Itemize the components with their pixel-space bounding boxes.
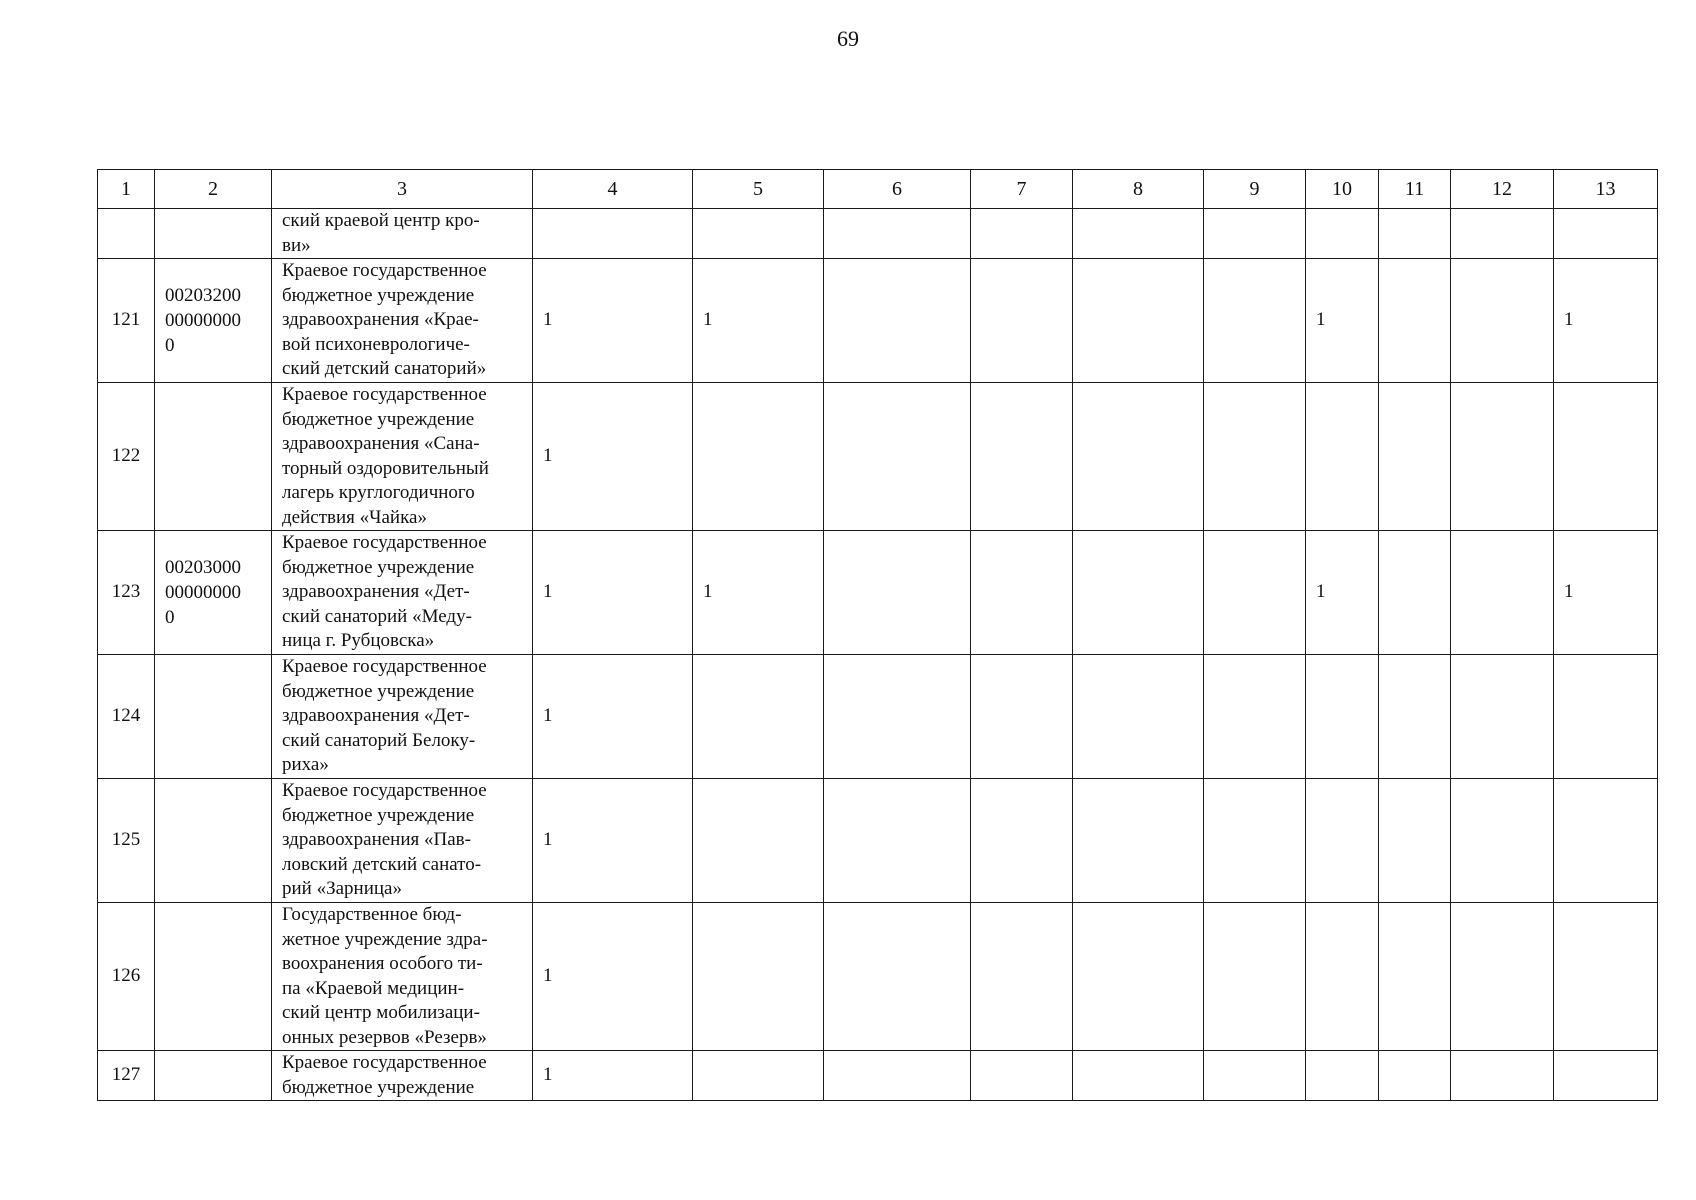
row-value-col-13 [1554, 903, 1658, 1051]
row-value-col-11 [1379, 655, 1451, 779]
row-value-col-8 [1073, 209, 1204, 259]
row-value-col-6 [824, 209, 971, 259]
row-institution-name: Краевое государственное бюджетное учреждение здравоохранения «Сана- торный оздоровительный лагерь круглогодичного действия «Чайка» [272, 383, 533, 531]
row-code [155, 655, 272, 779]
table-row [98, 383, 1658, 531]
row-number [98, 209, 155, 259]
row-value-col-12 [1451, 531, 1554, 655]
registry-table [97, 169, 1658, 1101]
row-value-col-13 [1554, 655, 1658, 779]
row-value-col-7 [971, 209, 1073, 259]
header-cell: 9 [1204, 170, 1306, 209]
row-value-col-7 [971, 1051, 1073, 1101]
table-row [98, 259, 1658, 383]
row-code [155, 209, 272, 259]
row-institution-name: Краевое государственное бюджетное учреждение здравоохранения «Пав- ловский детский санато- рий «Зарница» [272, 779, 533, 903]
table-row [98, 779, 1658, 903]
table-row [98, 531, 1658, 655]
table-row [98, 903, 1658, 1051]
row-value-col-8 [1073, 655, 1204, 779]
row-code [155, 383, 272, 531]
row-number: 122 [98, 383, 155, 531]
row-number: 126 [98, 903, 155, 1051]
header-cell: 5 [693, 170, 824, 209]
row-value-col-10 [1306, 655, 1379, 779]
row-value-col-7 [971, 383, 1073, 531]
row-value-col-8 [1073, 779, 1204, 903]
row-value-col-8 [1073, 531, 1204, 655]
row-value-col-6 [824, 903, 971, 1051]
row-value-col-13 [1554, 1051, 1658, 1101]
row-value-col-11 [1379, 531, 1451, 655]
row-value-col-12 [1451, 1051, 1554, 1101]
row-value-col-13 [1554, 209, 1658, 259]
row-value-col-12 [1451, 903, 1554, 1051]
row-value-col-9 [1204, 259, 1306, 383]
row-value-col-10 [1306, 383, 1379, 531]
header-cell: 13 [1554, 170, 1658, 209]
row-value-col-12 [1451, 383, 1554, 531]
row-institution-name: Краевое государственное бюджетное учреждение [272, 1051, 533, 1101]
table-body [98, 209, 1658, 1101]
row-value-col-12 [1451, 209, 1554, 259]
row-value-col-6 [824, 259, 971, 383]
header-cell: 11 [1379, 170, 1451, 209]
row-value-col-10 [1306, 209, 1379, 259]
row-value-col-8 [1073, 383, 1204, 531]
header-cell: 10 [1306, 170, 1379, 209]
row-value-col-12 [1451, 259, 1554, 383]
header-cell: 8 [1073, 170, 1204, 209]
row-value-col-6 [824, 655, 971, 779]
row-value-col-9 [1204, 383, 1306, 531]
row-value-col-11 [1379, 209, 1451, 259]
row-number: 123 [98, 531, 155, 655]
row-number: 125 [98, 779, 155, 903]
row-institution-name: Краевое государственное бюджетное учреждение здравоохранения «Дет- ский санаторий Белоку- риха» [272, 655, 533, 779]
row-value-col-10 [1306, 903, 1379, 1051]
row-institution-name: Краевое государственное бюджетное учреждение здравоохранения «Крае- вой психоневрологиче- ский детский санаторий» [272, 259, 533, 383]
row-value-col-12 [1451, 779, 1554, 903]
row-value-col-4: 1 [533, 779, 693, 903]
row-value-col-9 [1204, 779, 1306, 903]
row-value-col-9 [1204, 655, 1306, 779]
row-value-col-5 [693, 1051, 824, 1101]
row-code: 00203000 00000000 0 [155, 531, 272, 655]
row-value-col-7 [971, 655, 1073, 779]
row-number: 124 [98, 655, 155, 779]
row-institution-name: Государственное бюд- жетное учреждение здра- воохранения особого ти- па «Краевой медицин- ский центр мобилизаци- онных резервов «Резерв» [272, 903, 533, 1051]
header-cell: 3 [272, 170, 533, 209]
row-value-col-7 [971, 259, 1073, 383]
row-value-col-13: 1 [1554, 531, 1658, 655]
table-row [98, 1051, 1658, 1101]
row-number: 127 [98, 1051, 155, 1101]
header-cell: 6 [824, 170, 971, 209]
row-value-col-5 [693, 655, 824, 779]
row-value-col-7 [971, 779, 1073, 903]
row-value-col-4: 1 [533, 383, 693, 531]
header-cell: 12 [1451, 170, 1554, 209]
row-value-col-5: 1 [693, 259, 824, 383]
row-number: 121 [98, 259, 155, 383]
row-value-col-5: 1 [693, 531, 824, 655]
row-value-col-13: 1 [1554, 259, 1658, 383]
row-institution-name: Краевое государственное бюджетное учреждение здравоохранения «Дет- ский санаторий «Меду- ница г. Рубцовска» [272, 531, 533, 655]
row-value-col-11 [1379, 1051, 1451, 1101]
row-value-col-5 [693, 779, 824, 903]
row-value-col-6 [824, 779, 971, 903]
row-value-col-4: 1 [533, 655, 693, 779]
row-value-col-8 [1073, 903, 1204, 1051]
row-value-col-10: 1 [1306, 531, 1379, 655]
row-value-col-4 [533, 209, 693, 259]
header-row [98, 170, 1658, 209]
header-cell: 7 [971, 170, 1073, 209]
row-value-col-5 [693, 383, 824, 531]
row-code [155, 1051, 272, 1101]
table-row [98, 655, 1658, 779]
row-value-col-4: 1 [533, 531, 693, 655]
header-cell: 2 [155, 170, 272, 209]
header-cell: 4 [533, 170, 693, 209]
row-value-col-5 [693, 209, 824, 259]
row-value-col-10 [1306, 1051, 1379, 1101]
row-value-col-9 [1204, 903, 1306, 1051]
page-number: 69 [837, 26, 859, 51]
row-value-col-11 [1379, 259, 1451, 383]
row-value-col-6 [824, 531, 971, 655]
row-value-col-7 [971, 903, 1073, 1051]
row-code [155, 779, 272, 903]
row-code [155, 903, 272, 1051]
row-value-col-7 [971, 531, 1073, 655]
row-value-col-6 [824, 1051, 971, 1101]
row-value-col-9 [1204, 1051, 1306, 1101]
row-code: 00203200 00000000 0 [155, 259, 272, 383]
row-value-col-11 [1379, 383, 1451, 531]
row-institution-name: ский краевой центр кро- ви» [272, 209, 533, 259]
row-value-col-10 [1306, 779, 1379, 903]
header-cell: 1 [98, 170, 155, 209]
row-value-col-12 [1451, 655, 1554, 779]
row-value-col-5 [693, 903, 824, 1051]
table-row [98, 209, 1658, 259]
row-value-col-8 [1073, 1051, 1204, 1101]
row-value-col-4: 1 [533, 1051, 693, 1101]
row-value-col-11 [1379, 903, 1451, 1051]
row-value-col-11 [1379, 779, 1451, 903]
row-value-col-9 [1204, 209, 1306, 259]
row-value-col-4: 1 [533, 903, 693, 1051]
row-value-col-13 [1554, 779, 1658, 903]
row-value-col-13 [1554, 383, 1658, 531]
row-value-col-8 [1073, 259, 1204, 383]
row-value-col-10: 1 [1306, 259, 1379, 383]
table-header [98, 170, 1658, 209]
row-value-col-4: 1 [533, 259, 693, 383]
row-value-col-9 [1204, 531, 1306, 655]
row-value-col-6 [824, 383, 971, 531]
